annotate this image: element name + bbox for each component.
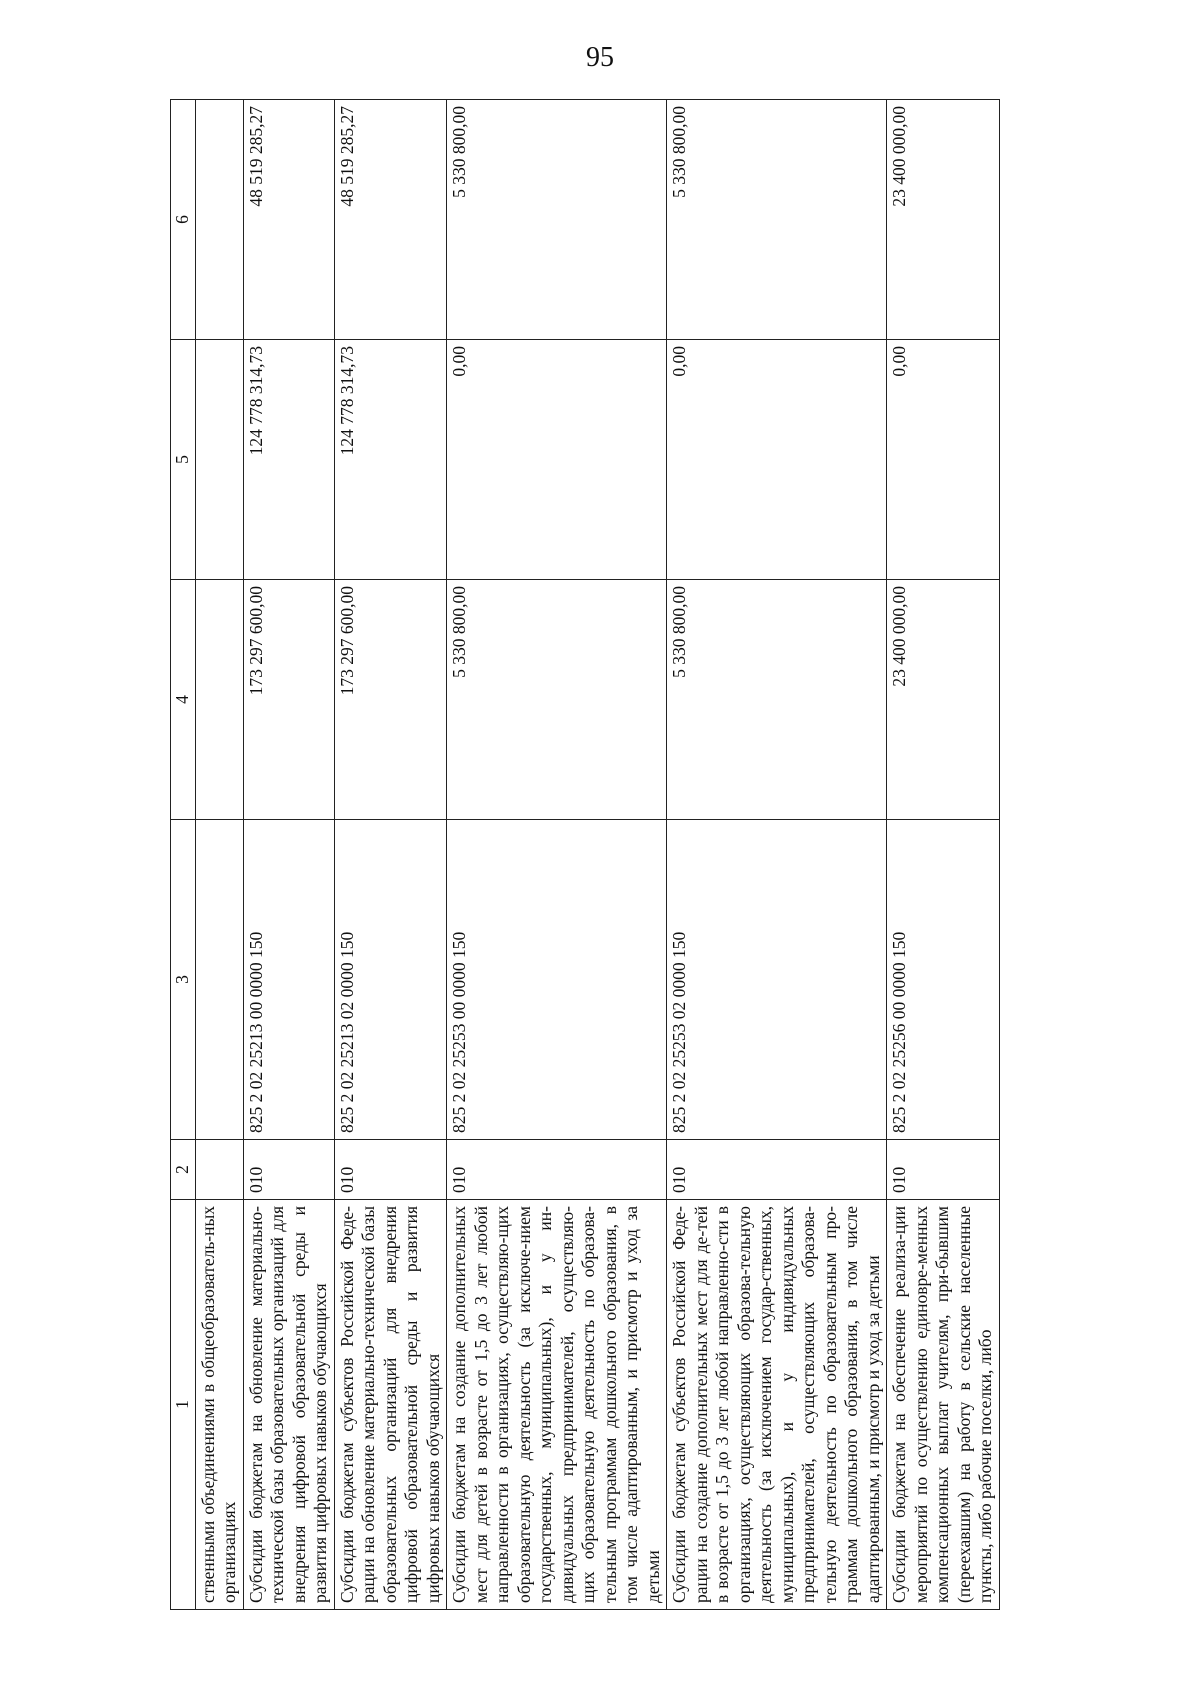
- header-col-2: 2: [171, 1140, 196, 1200]
- header-col-1: 1: [171, 1200, 196, 1610]
- row-name: Субсидии бюджетам на обеспечение реализа-ции мероприятий по осуществлению единовре-менных компенсационных выплат учителям, при-бывшим (переехавшим) на работу в сельские населенные пункты, либо рабочие поселки, либо: [887, 1200, 1000, 1610]
- row-value-4: 23 400 000,00: [887, 580, 1000, 820]
- page-number: 95: [586, 42, 614, 73]
- rotated-table-container: [170, 100, 1050, 1610]
- row-name: Субсидии бюджетам на обновление материально-технической базы образовательных организаций для внедрения цифровой образовательной среды и развития цифровых навыков обучающихся: [243, 1200, 334, 1610]
- row-value-5: 0,00: [887, 340, 1000, 580]
- table-header-row: [171, 100, 196, 1610]
- header-col-5: 5: [171, 340, 196, 580]
- row-name: Субсидии бюджетам субъектов Российской Феде-рации на обновление материально-технической базы образовательных организаций для внедрения цифровой образовательной среды и развития цифровых навыков обучающихся: [334, 1200, 447, 1610]
- row-value-6: 23 400 000,00: [887, 100, 1000, 340]
- row-value-4: 173 297 600,00: [243, 580, 334, 820]
- row-kbk: 825 2 02 25213 00 0000 150: [243, 820, 334, 1140]
- table-row: [447, 100, 667, 1610]
- table-row: [243, 100, 334, 1610]
- row-code: 010: [334, 1140, 447, 1200]
- row-value-6: [195, 100, 243, 340]
- row-value-4: 5 330 800,00: [447, 580, 667, 820]
- table-row: [195, 100, 243, 1610]
- budget-table: [170, 99, 1000, 1610]
- row-value-5: 124 778 314,73: [243, 340, 334, 580]
- row-code: 010: [887, 1140, 1000, 1200]
- header-col-3: 3: [171, 820, 196, 1140]
- row-name: Субсидии бюджетам субъектов Российской Феде-рации на создание дополнительных мест для де-тей в возрасте от 1,5 до 3 лет любой направленно-сти в организациях, осуществляющих образова-тельную деятельность (за исключением государ-ственных, муниципальных), и у индивидуальных предпринимателей, осуществляющих образова-тельную деятельность по образовательным про-граммам дошкольного образования, в том числе адаптированным, и присмотр и уход за детьми: [667, 1200, 887, 1610]
- row-kbk: 825 2 02 25256 00 0000 150: [887, 820, 1000, 1140]
- row-code: 010: [447, 1140, 667, 1200]
- row-kbk: 825 2 02 25253 00 0000 150: [447, 820, 667, 1140]
- row-kbk: [195, 820, 243, 1140]
- row-value-5: 0,00: [667, 340, 887, 580]
- header-col-6: 6: [171, 100, 196, 340]
- row-code: 010: [667, 1140, 887, 1200]
- row-value-6: 5 330 800,00: [447, 100, 667, 340]
- header-col-4: 4: [171, 580, 196, 820]
- row-value-6: 48 519 285,27: [243, 100, 334, 340]
- row-value-4: [195, 580, 243, 820]
- row-value-5: 0,00: [447, 340, 667, 580]
- row-name: ственными объединениями в общеобразователь-ных организациях: [195, 1200, 243, 1610]
- row-value-5: [195, 340, 243, 580]
- row-kbk: 825 2 02 25213 02 0000 150: [334, 820, 447, 1140]
- row-value-4: 173 297 600,00: [334, 580, 447, 820]
- row-code: 010: [243, 1140, 334, 1200]
- table-row: [334, 100, 447, 1610]
- row-name: Субсидии бюджетам на создание дополнительных мест для детей в возрасте от 1,5 до 3 лет любой направленности в организациях, осуществляю-щих образовательную деятельность (за исключе-нием государственных, муниципальных), и у ин-дивидуальных предпринимателей, осуществляю-щих образовательную деятельность по образова-тельным программам дошкольного образования, в том числе адаптированным, и присмотр и уход за детьми: [447, 1200, 667, 1610]
- row-value-5: 124 778 314,73: [334, 340, 447, 580]
- rotated-page-content: [170, 100, 1050, 1610]
- table-row: [887, 100, 1000, 1610]
- row-kbk: 825 2 02 25253 02 0000 150: [667, 820, 887, 1140]
- table-row: [667, 100, 887, 1610]
- row-value-6: 48 519 285,27: [334, 100, 447, 340]
- row-code: [195, 1140, 243, 1200]
- row-value-6: 5 330 800,00: [667, 100, 887, 340]
- row-value-4: 5 330 800,00: [667, 580, 887, 820]
